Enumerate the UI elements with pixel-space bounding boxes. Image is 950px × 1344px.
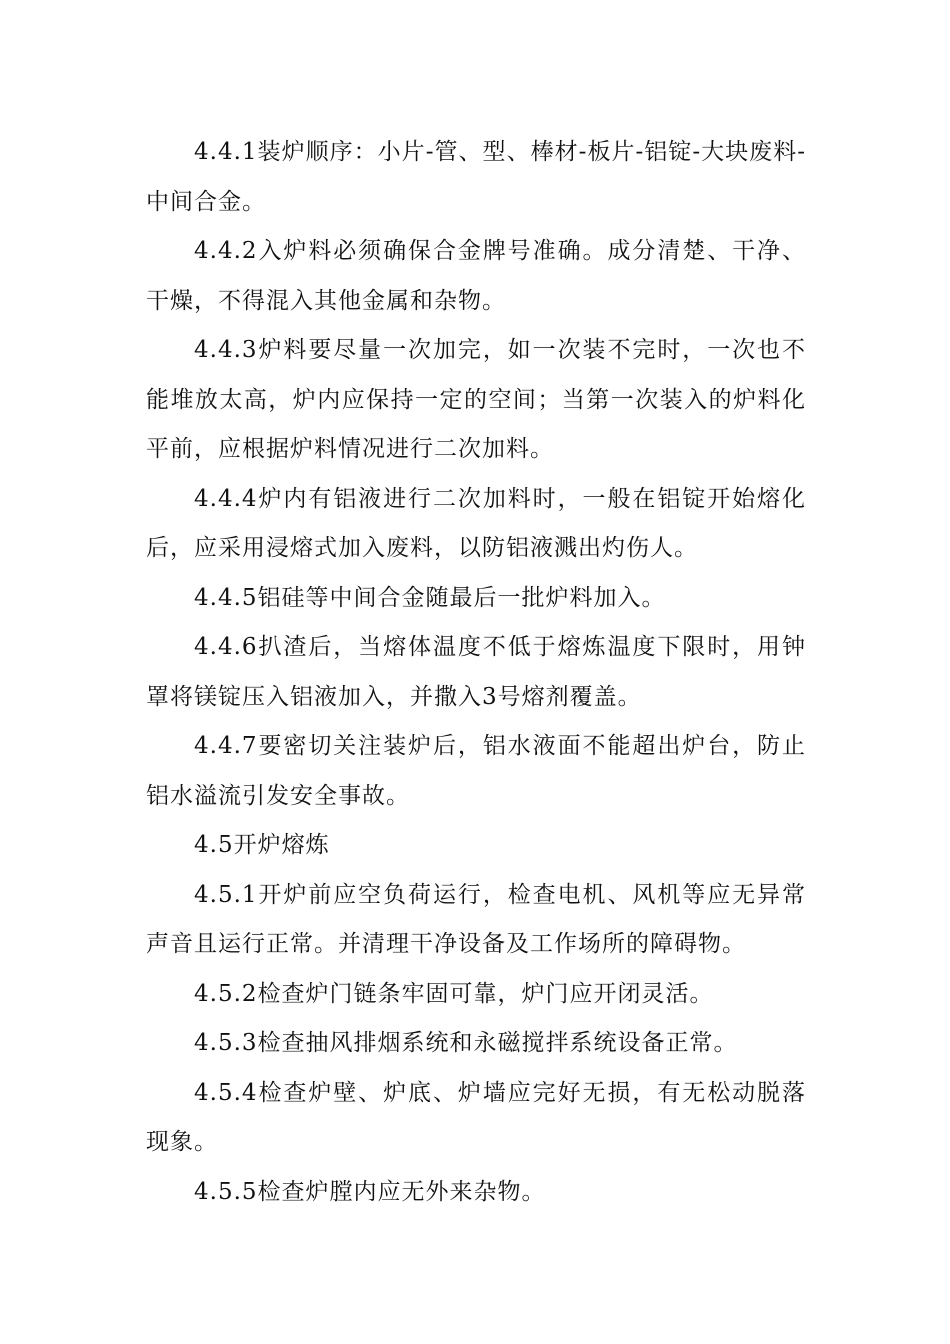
paragraph-4-4-1: 4.4.1装炉顺序：小片-管、型、棒材-板片-铝锭-大块废料-中间合金。 — [146, 139, 806, 215]
document-body — [146, 128, 806, 1217]
paragraph-4-4-5: 4.4.5铝硅等中间合金随最后一批炉料加入。 — [194, 584, 666, 611]
paragraph-4-4-3: 4.4.3炉料要尽量一次加完，如一次装不完时，一次也不能堆放太高，炉内应保持一定的空间；当第一次装入的炉料化平前，应根据炉料情况进行二次加料。 — [146, 337, 806, 462]
paragraph-4-5-3: 4.5.3检查抽风排烟系统和永磁搅拌系统设备正常。 — [194, 1030, 738, 1056]
paragraph-4-5-2: 4.5.2检查炉门链条牢固可靠，炉门应开闭灵活。 — [194, 980, 714, 1007]
paragraph-4-4-6: 4.4.6扒渣后，当熔体温度不低于熔炼温度下限时，用钟罩将镁锭压入铝液加入，并撒入3号熔剂覆盖。 — [146, 634, 806, 710]
section-heading-4-5: 4.5开炉熔炼 — [194, 832, 330, 858]
paragraph-4-4-7: 4.4.7要密切关注装炉后，铝水液面不能超出炉台，防止铝水溢流引发安全事故。 — [146, 733, 806, 809]
paragraph-4-4-2: 4.4.2入炉料必须确保合金牌号准确。成分清楚、干净、干燥，不得混入其他金属和杂物。 — [146, 238, 806, 314]
paragraph-4-4-4: 4.4.4炉内有铝液进行二次加料时，一般在铝锭开始熔化后，应采用浸熔式加入废料，以防铝液溅出灼伤人。 — [146, 485, 806, 561]
paragraph-4-5-1: 4.5.1开炉前应空负荷运行，检查电机、风机等应无异常声音且运行正常。并清理干净设备及工作场所的障碍物。 — [146, 881, 806, 957]
paragraph-4-5-5: 4.5.5检查炉膛内应无外来杂物。 — [194, 1178, 546, 1205]
paragraph-4-5-4: 4.5.4检查炉壁、炉底、炉墙应完好无损，有无松动脱落现象。 — [146, 1079, 806, 1155]
